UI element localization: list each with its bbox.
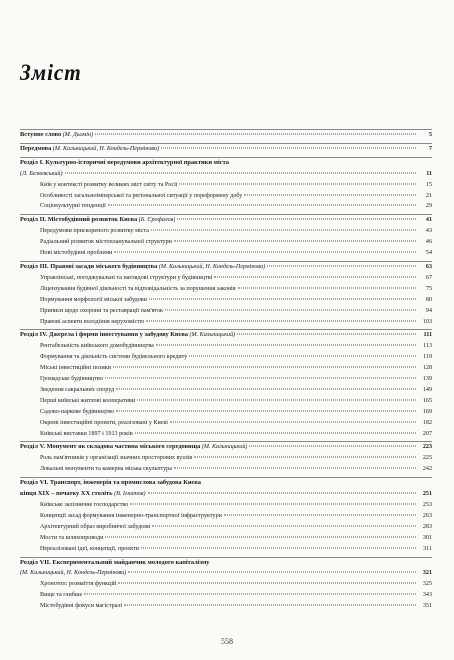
toc-chapter-row[interactable] <box>20 442 432 453</box>
chapter-author: (М. Кальницький, Н. Кондель-Пермінова) <box>20 570 127 577</box>
toc-subsection-row[interactable] <box>20 295 432 306</box>
dot-leader <box>194 457 416 458</box>
subsection-title: Нереалізовані ідеї, концепції, проекти <box>40 545 139 552</box>
toc-chapter-row[interactable] <box>20 158 432 169</box>
page-number: 558 <box>221 637 233 646</box>
chapter-label: Розділ II. Містобудівний розвиток Києва <box>20 216 138 224</box>
subsection-page-number: 128 <box>422 365 432 372</box>
subsection-title: Садово-паркове будівництво <box>40 408 115 415</box>
toc-section <box>20 329 432 439</box>
toc-section <box>20 129 432 141</box>
subsection-page-number: 67 <box>425 274 432 281</box>
subsection-title: Передумови прискореного розвитку міста <box>40 228 149 235</box>
chapter-page-number: 41 <box>425 217 432 224</box>
subsection-page-number: 242 <box>422 466 432 473</box>
toc-chapter-title <box>20 158 229 169</box>
subsection-title: Міські інвестиційні позики <box>40 365 111 372</box>
toc-chapter-title <box>20 489 146 500</box>
subsection-title: Містобудівні фокуси магістралі <box>40 603 123 610</box>
toc-section <box>20 214 432 259</box>
dot-leader <box>130 504 416 505</box>
chapter-page-number: 7 <box>428 145 432 152</box>
chapter-page-number: 111 <box>423 332 432 339</box>
chapter-author: (М. Кальницький, Н. Кондель-Пермінова) <box>158 263 266 270</box>
dot-leader <box>179 183 416 184</box>
subsection-page-number: 80 <box>425 296 432 303</box>
dot-leader <box>170 421 416 422</box>
dot-leader <box>116 410 416 411</box>
toc-chapter-row[interactable] <box>20 489 432 500</box>
subsection-title: Концепції засад формування інженерно-транспортної інфраструктури <box>40 512 222 519</box>
toc-subsection-row[interactable] <box>20 453 432 464</box>
toc-chapter-title <box>20 568 126 579</box>
subsection-title: Соціокультурні тенденції <box>40 203 106 210</box>
subsection-page-number: 207 <box>422 430 432 437</box>
table-of-contents <box>20 129 432 612</box>
toc-subsection-row[interactable] <box>20 511 432 522</box>
subsection-page-number: 169 <box>422 408 432 415</box>
dot-leader <box>244 194 416 195</box>
dot-leader <box>174 468 416 469</box>
subsection-title: Нові містобудівні проблеми <box>40 250 113 257</box>
dot-leader <box>148 493 416 494</box>
dot-leader <box>105 378 416 379</box>
toc-subsection-row[interactable] <box>20 418 432 429</box>
subsection-page-number: 21 <box>425 192 432 199</box>
toc-subsection-row[interactable] <box>20 407 432 418</box>
chapter-author: (М. Кальницький, Н. Кондель-Пермінова) <box>52 145 160 152</box>
toc-subsection-row[interactable] <box>20 385 432 396</box>
subsection-title: Окремі інвестиційні проекти, реалізовані у Києві <box>40 419 168 426</box>
toc-chapter-row[interactable] <box>20 130 432 141</box>
toc-chapter-row[interactable] <box>20 330 432 341</box>
subsection-page-number: 182 <box>422 419 432 426</box>
toc-subsection-row[interactable] <box>20 226 432 237</box>
chapter-page-number: 5 <box>428 132 432 138</box>
dot-leader <box>114 252 416 253</box>
subsection-page-number: 301 <box>422 534 432 541</box>
chapter-label: Передмова <box>20 144 52 152</box>
dot-leader <box>137 399 416 400</box>
chapter-author: (М. Дьомін) <box>62 132 94 138</box>
subsection-title: Вище та глибше <box>40 592 83 599</box>
toc-subsection-row[interactable] <box>20 237 432 248</box>
toc-chapter-title <box>20 169 63 180</box>
chapter-label: Розділ V. Монумент як складова частина міського середовища <box>20 443 201 451</box>
toc-subsection-row[interactable] <box>20 533 432 544</box>
subsection-title: Правові аспекти володіння нерухомістю <box>40 318 145 325</box>
toc-chapter-title <box>20 558 210 569</box>
dot-leader <box>238 287 416 288</box>
chapter-page-number: 321 <box>422 570 432 577</box>
toc-subsection-row[interactable] <box>20 273 432 284</box>
dot-leader <box>135 432 416 433</box>
chapter-page-number: 63 <box>425 263 432 270</box>
toc-subsection-row[interactable] <box>20 396 432 407</box>
subsection-page-number: 149 <box>422 386 432 393</box>
toc-chapter-row[interactable] <box>20 262 432 273</box>
subsection-page-number: 139 <box>422 376 432 383</box>
subsection-page-number: 253 <box>422 502 432 508</box>
toc-chapter-title <box>20 130 93 141</box>
toc-subsection-row[interactable] <box>20 284 432 295</box>
subsection-title: Управлінські, погоджувальні та наглядові структури у будівництві <box>40 274 213 281</box>
chapter-page-number: 251 <box>422 491 432 498</box>
subsection-page-number: 54 <box>425 250 432 257</box>
chapter-label: кінця XIX – початку XX століть <box>20 490 113 498</box>
subsection-title: Архітектурний образ виробничої забудови <box>40 523 151 530</box>
dot-leader <box>156 345 416 346</box>
toc-chapter-row[interactable] <box>20 568 432 579</box>
subsection-title: Хронотоп: розмаїття функцій <box>40 581 117 588</box>
dot-leader <box>161 147 416 148</box>
subsection-page-number: 119 <box>423 354 432 361</box>
chapter-label: Розділ VII. Експериментальний майданчик молодого капіталізму <box>20 558 210 566</box>
dot-leader <box>146 320 416 321</box>
toc-section <box>20 261 432 327</box>
dot-leader <box>249 446 416 447</box>
chapter-author: (М. Кальницький) <box>201 444 248 451</box>
toc-chapter-row[interactable] <box>20 478 432 489</box>
toc-subsection-row[interactable] <box>20 522 432 533</box>
toc-subsection-row[interactable] <box>20 352 432 363</box>
subsection-page-number: 351 <box>422 603 432 610</box>
subsection-page-number: 343 <box>422 592 432 599</box>
toc-chapter-row[interactable] <box>20 215 432 226</box>
toc-subsection-row[interactable] <box>20 374 432 385</box>
dot-leader <box>214 276 416 277</box>
toc-chapter-title <box>20 442 247 453</box>
subsection-title: Формування та діяльність системи будівельного кредиту <box>40 354 188 361</box>
subsection-title: Київське залізничне господарство <box>40 502 129 508</box>
dot-leader <box>149 298 416 299</box>
subsection-page-number: 311 <box>423 545 432 552</box>
toc-subsection-row[interactable] <box>20 590 432 601</box>
toc-subsection-row[interactable] <box>20 248 432 259</box>
subsection-page-number: 165 <box>422 397 432 404</box>
subsection-page-number: 43 <box>425 228 432 235</box>
subsection-title: Перші київські житлові кооперативи <box>40 397 136 404</box>
subsection-page-number: 75 <box>425 285 432 292</box>
chapter-page-number: 223 <box>422 444 432 451</box>
dot-leader <box>151 230 416 231</box>
subsection-page-number: 29 <box>425 203 432 210</box>
dot-leader <box>116 388 416 389</box>
toc-subsection-row[interactable] <box>20 341 432 352</box>
dot-leader <box>174 241 416 242</box>
toc-chapter-row[interactable] <box>20 169 432 180</box>
subsection-page-number: 113 <box>423 343 432 350</box>
subsection-page-number: 283 <box>422 523 432 530</box>
subsection-title: Особливості загальноімперської та регіональної ситуації у пореформену добу <box>40 192 243 199</box>
dot-leader <box>152 525 416 526</box>
toc-section <box>20 157 432 213</box>
toc-chapter-title <box>20 215 175 226</box>
dot-leader <box>224 514 416 515</box>
subsection-page-number: 94 <box>425 307 432 314</box>
dot-leader <box>95 134 416 135</box>
subsection-title: Рентабельність київського домобудівництва <box>40 343 154 350</box>
toc-subsection-row[interactable] <box>20 500 432 511</box>
toc-section <box>20 557 432 613</box>
dot-leader <box>128 572 416 573</box>
toc-subsection-row[interactable] <box>20 191 432 202</box>
subsection-title: Мости та шляхопроводи <box>40 534 104 541</box>
toc-chapter-title <box>20 144 159 155</box>
toc-subsection-row[interactable] <box>20 429 432 440</box>
dot-leader <box>113 367 416 368</box>
subsection-page-number: 46 <box>425 239 432 246</box>
dot-leader <box>267 265 416 266</box>
chapter-label: Вступне слово <box>20 131 62 138</box>
toc-chapter-row[interactable] <box>20 144 432 155</box>
subsection-title: Київські виставки 1897 і 1913 років <box>40 430 133 437</box>
toc-subsection-row[interactable] <box>20 201 432 212</box>
dot-leader <box>108 205 416 206</box>
subsection-title: Приписи щодо охорони та реставрації пам'яток <box>40 307 163 314</box>
toc-section <box>20 477 432 554</box>
toc-subsection-row[interactable] <box>20 579 432 590</box>
page-title: Зміст <box>20 60 82 85</box>
toc-chapter-title <box>20 478 201 489</box>
chapter-label: Розділ I. Культурно-історичні передумови архітектурної практики міста <box>20 158 229 166</box>
dot-leader <box>105 536 416 537</box>
toc-chapter-title <box>20 330 235 341</box>
toc-chapter-row[interactable] <box>20 558 432 569</box>
toc-subsection-row[interactable] <box>20 180 432 191</box>
subsection-title: Київ у контексті розвитку великих міст світу та Росії <box>40 181 178 188</box>
subsection-title: Радіальний розвиток містопланувальної структури <box>40 239 172 246</box>
toc-subsection-row[interactable] <box>20 363 432 374</box>
dot-leader <box>141 547 416 548</box>
subsection-page-number: 325 <box>422 581 432 588</box>
chapter-label: Розділ VI. Транспорт, інженерія та промислова забудова Києва <box>20 479 201 487</box>
toc-subsection-row[interactable] <box>20 601 432 612</box>
chapter-author: (М. Кальницький) <box>189 332 236 339</box>
toc-section <box>20 441 432 475</box>
dot-leader <box>124 605 416 606</box>
chapter-author: (Л. Беляєвський) <box>20 170 63 177</box>
subsection-page-number: 103 <box>422 318 432 325</box>
toc-subsection-row[interactable] <box>20 464 432 475</box>
dot-leader <box>189 356 416 357</box>
subsection-title: Роль пам'ятників у організації значних просторових вузлів <box>40 455 193 462</box>
toc-subsection-row[interactable] <box>20 306 432 317</box>
dot-leader <box>84 594 416 595</box>
dot-leader <box>118 583 416 584</box>
dot-leader <box>237 334 416 335</box>
subsection-page-number: 15 <box>425 181 432 188</box>
subsection-title: Громадське будівництво <box>40 376 103 383</box>
toc-chapter-title <box>20 262 265 273</box>
chapter-author: (Б. Єрофалов) <box>138 217 176 224</box>
subsection-title: Нормування морфології міської забудови <box>40 296 147 303</box>
chapter-label: Розділ IV. Джерела і форми інвестування у забудову Києва <box>20 331 188 339</box>
toc-subsection-row[interactable] <box>20 544 432 555</box>
chapter-page-number: 11 <box>426 170 432 177</box>
toc-section <box>20 143 432 155</box>
chapter-author: (В. Ігнатов) <box>114 491 146 498</box>
subsection-page-number: 225 <box>422 455 432 462</box>
chapter-label: Розділ III. Правові засади міського будівництва <box>20 262 158 270</box>
subsection-title: Ліцензування будівної діяльності та відповідальність за порушення законів <box>40 285 236 292</box>
toc-subsection-row[interactable] <box>20 317 432 328</box>
subsection-title: Зведення сакральних споруд <box>40 386 115 393</box>
dot-leader <box>65 172 416 173</box>
dot-leader <box>177 219 416 220</box>
subsection-page-number: 263 <box>422 512 432 519</box>
dot-leader <box>165 309 416 310</box>
subsection-title: Локальні монументи та камерна міська скульптура <box>40 466 172 473</box>
